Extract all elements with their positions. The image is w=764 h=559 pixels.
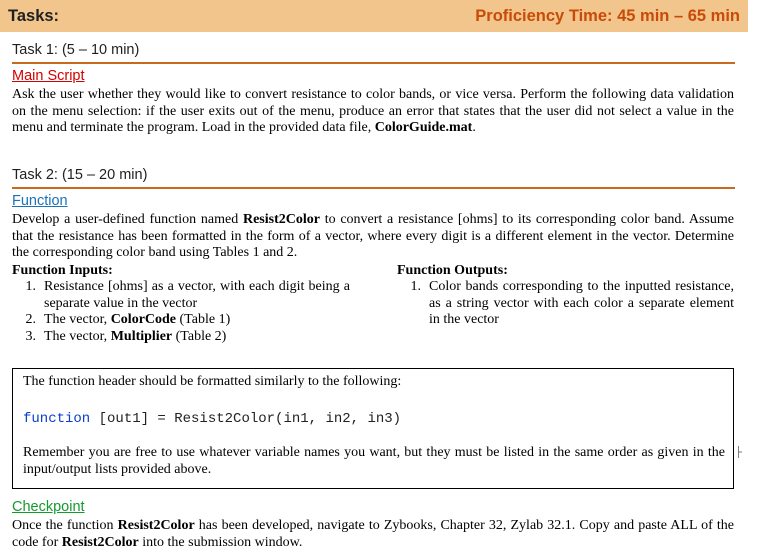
task1-heading: Task 1: (5 – 10 min) [12,41,735,64]
box-instruction: The function header should be formatted similarly to the following: [23,374,402,389]
header-bar [0,0,748,32]
list-item: 1. Resistance [ohms] as a vector, with each digit being a separate value in the vector [25,279,350,311]
outputs-label: Function Outputs: [397,263,508,278]
checkpoint-subheading: Checkpoint [12,499,85,515]
function-header-code: function [out1] = Resist2Color(in1, in2, in3) [23,411,402,427]
task1-paragraph: Ask the user whether they would like to convert resistance to color bands, or vice versa. Perform the following data validation on the menu selection: if the user exits out of the menu, produce an error that states that the user did not select a value in the menu and terminate the program. Load in the provided data file, ColorGuide.mat. [12,87,734,135]
list-item: 2. The vector, ColorCode (Table 1) [25,312,231,327]
inputs-label: Function Inputs: [12,263,113,278]
task2-intro: Develop a user-defined function named Resist2Color to convert a resistance [ohms] to its corresponding color band. Assume that the resistance has been formatted in the form of a vector, where every digit is a different element in the vector. Determine the corresponding color band using Tables 1 and 2. [12,212,734,260]
outputs-list [397,279,734,329]
function-header-box [12,368,742,489]
function-subheading: Function [12,193,68,209]
box-reminder: Remember you are free to use whatever variable names you want, but they must be listed in the same order as given in the input/output lists provided above. [23,445,725,477]
data-file-name: ColorGuide.mat [374,120,473,135]
function-name: Resist2Color [242,212,320,227]
list-item: 3. The vector, Multiplier (Table 2) [25,328,227,344]
inputs-list [12,279,350,345]
main-script-subheading: Main Script [12,68,85,84]
proficiency-time: Proficiency Time: 45 min – 65 min [475,6,740,25]
tasks-label: Tasks: [8,6,60,25]
checkpoint-text: Once the function Resist2Color has been developed, navigate to Zybooks, Chapter 32, Zylab 32.1. Copy and paste ALL of the code for Resist2Color into the submission window. [12,518,735,550]
list-item: 1. Color bands corresponding to the inputted resistance, as a string vector with each color a separate element in the vector [410,279,734,327]
cursor-mark: ├ [734,447,742,458]
task2-heading: Task 2: (15 – 20 min) [12,166,735,189]
